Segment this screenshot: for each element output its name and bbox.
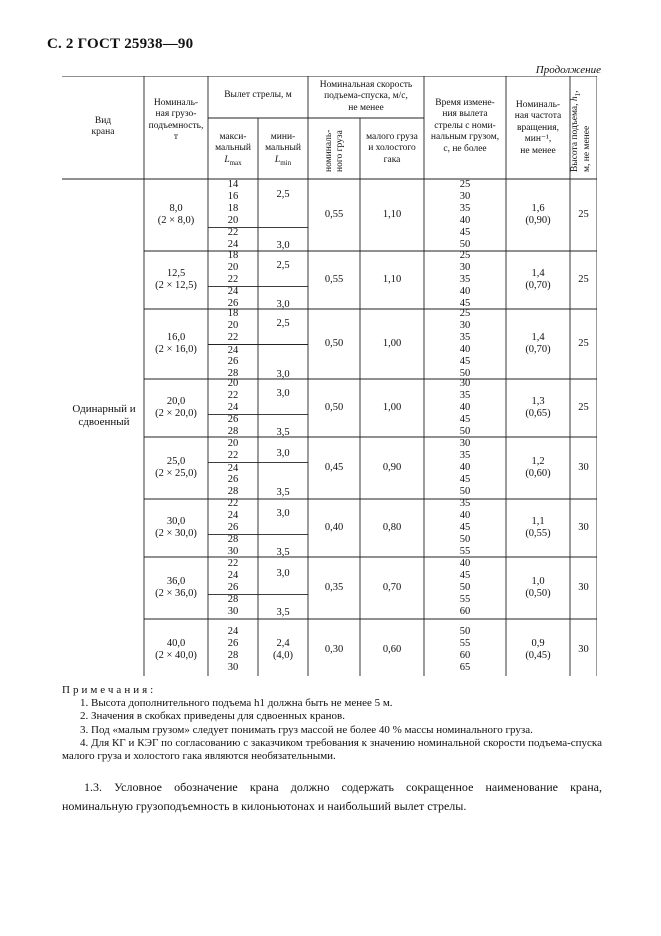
header-rotation: Номиналь- ная частота вращения, мин⁻¹, не менее (514, 100, 562, 156)
header-crane-type: Вид крана (91, 116, 115, 138)
reach-min-value: 3,0 (276, 240, 290, 252)
height-value: 30 (578, 582, 589, 593)
reach-min-value: 3,0 (276, 299, 290, 311)
header-height: Высота подъема, $h_1$, м, не менее (570, 90, 592, 172)
time-value: 55 (459, 593, 471, 605)
height-value: 25 (578, 338, 589, 349)
reach-max-value: 20 (227, 438, 239, 450)
capacity-pair-value: (2 × 40,0) (155, 650, 197, 661)
height-value: 30 (578, 462, 589, 473)
reach-max-value: 22 (227, 274, 239, 286)
reach-max-value: 22 (227, 450, 239, 462)
time-value: 45 (459, 226, 471, 238)
time-value: 35 (459, 203, 471, 215)
reach-max-value: 20 (227, 320, 239, 332)
reach-max-value: 28 (227, 368, 239, 380)
time-value: 30 (459, 378, 471, 390)
height-value: 25 (578, 402, 589, 413)
time-value: 35 (459, 332, 471, 344)
header-speed: Номинальная скорость подъема-спуска, м/с, не менее (319, 80, 413, 113)
crane-parameters-table (62, 76, 597, 676)
reach-max-value: 24 (227, 344, 239, 356)
capacity-pair-value: (2 × 8,0) (157, 215, 195, 226)
speed-nominal-value: 0,30 (324, 644, 344, 655)
time-value: 30 (459, 191, 471, 203)
time-value: 45 (459, 570, 471, 582)
time-value: 35 (459, 498, 471, 510)
notes-title: Примечания: (62, 684, 157, 696)
reach-min-value: 3,0 (276, 447, 290, 459)
time-value: 40 (459, 510, 471, 522)
rotation-pair-value: (0,70) (525, 344, 551, 355)
speed-small-value: 0,70 (382, 582, 402, 593)
time-value: 55 (459, 638, 471, 650)
reach-min-value: 3,5 (276, 427, 290, 439)
reach-max-value: 24 (227, 462, 239, 474)
time-value: 50 (459, 425, 471, 437)
reach-max-value: 28 (227, 594, 239, 606)
reach-max-value: 28 (227, 426, 239, 438)
time-value: 50 (459, 533, 471, 545)
time-value: 45 (459, 355, 471, 367)
time-value: 60 (459, 605, 471, 617)
time-value: 55 (459, 545, 471, 557)
time-value: 50 (459, 626, 471, 638)
speed-small-value: 0,90 (382, 462, 402, 473)
time-value: 60 (459, 650, 471, 661)
speed-nominal-value: 0,40 (324, 522, 344, 533)
header-speed-small: малого груза и холостого гака (366, 132, 418, 165)
time-value: 30 (459, 262, 471, 274)
reach-min-value: 3,5 (276, 547, 290, 559)
time-value: 25 (459, 179, 471, 191)
rotation-value: 1,1 (531, 516, 545, 527)
speed-nominal-value: 0,50 (324, 402, 344, 413)
time-value: 40 (459, 558, 471, 570)
capacity-value: 40,0 (166, 638, 186, 649)
speed-small-value: 1,10 (382, 274, 402, 285)
reach-max-value: 16 (227, 191, 239, 203)
time-value: 45 (459, 413, 471, 425)
header-time: Время измене- ния вылета стрелы с номи- нальным грузом, с, не более (430, 98, 500, 154)
time-value: 35 (459, 450, 471, 462)
capacity-pair-value: (2 × 16,0) (155, 344, 197, 355)
capacity-pair-value: (2 × 30,0) (155, 528, 197, 539)
reach-max-value: 20 (227, 378, 239, 390)
reach-max-value: 26 (227, 356, 239, 368)
reach-max-value: 24 (227, 626, 239, 638)
capacity-value: 8,0 (169, 203, 183, 214)
capacity-value: 12,5 (166, 268, 186, 279)
reach-min-value: 2,5 (276, 259, 290, 271)
reach-max-value: 26 (227, 414, 239, 426)
speed-small-value: 0,60 (382, 644, 402, 655)
time-value: 25 (459, 308, 471, 320)
reach-max-value: 28 (227, 534, 239, 546)
rotation-pair-value: (0,90) (525, 215, 551, 226)
rotation-value: 0,9 (531, 638, 545, 649)
time-value: 25 (459, 250, 471, 262)
header-reach-max: макси- мальный $L_{max}$ (215, 132, 251, 167)
reach-max-value: 26 (227, 638, 239, 650)
speed-small-value: 0,80 (382, 522, 402, 533)
time-value: 45 (459, 297, 471, 309)
height-value: 25 (578, 274, 589, 285)
time-value: 40 (459, 285, 471, 297)
page-header: С. 2 ГОСТ 25938—90 (47, 36, 194, 52)
speed-nominal-value: 0,35 (324, 582, 344, 593)
time-value: 40 (459, 402, 471, 414)
rotation-value: 1,4 (531, 268, 545, 279)
rotation-pair-value: (0,60) (525, 468, 551, 479)
reach-max-value: 24 (227, 286, 239, 298)
rotation-pair-value: (0,55) (525, 528, 551, 539)
reach-min-value: 3,0 (276, 567, 290, 579)
reach-max-value: 22 (227, 558, 239, 570)
capacity-value: 36,0 (166, 576, 186, 587)
reach-min-value: 2,5 (276, 317, 290, 329)
speed-small-value: 1,00 (382, 402, 402, 413)
reach-max-value: 28 (227, 650, 239, 661)
time-value: 50 (459, 367, 471, 379)
crane-type-cell: Одинарный и сдвоенный (72, 403, 136, 429)
reach-max-value: 30 (227, 661, 239, 673)
reach-max-value: 18 (227, 250, 239, 262)
notes-block (62, 684, 602, 763)
capacity-pair-value: (2 × 25,0) (155, 468, 197, 479)
header-speed-nominal: номиналь- ного груза (324, 129, 345, 172)
time-value: 40 (459, 344, 471, 355)
speed-nominal-value: 0,45 (324, 462, 344, 473)
reach-max-value: 24 (227, 510, 239, 522)
reach-min-value: 2,4 (276, 638, 290, 650)
time-value: 35 (459, 274, 471, 286)
speed-nominal-value: 0,55 (324, 209, 344, 220)
reach-max-value: 30 (227, 606, 239, 618)
header-reach: Вылет стрелы, м (224, 90, 292, 100)
reach-min-value: (4,0) (272, 650, 294, 661)
reach-min-value: 3,5 (276, 487, 290, 499)
reach-min-value: 3,5 (276, 607, 290, 619)
reach-max-value: 26 (227, 522, 239, 534)
speed-nominal-value: 0,50 (324, 338, 344, 349)
rotation-value: 1,3 (531, 396, 545, 407)
reach-max-value: 24 (227, 570, 239, 582)
capacity-value: 30,0 (166, 516, 186, 527)
reach-max-value: 26 (227, 474, 239, 486)
capacity-value: 25,0 (166, 456, 186, 467)
capacity-pair-value: (2 × 12,5) (155, 280, 197, 291)
note-3: 3. Под «малым грузом» следует понимать груз массой не более 40 % массы номинального груза. (80, 723, 533, 736)
time-value: 45 (459, 473, 471, 485)
speed-small-value: 1,10 (382, 209, 402, 220)
time-value: 65 (459, 661, 471, 673)
header-capacity: Номиналь- ная грузо- подъемность, т (148, 98, 204, 143)
rotation-value: 1,4 (531, 332, 545, 343)
note-2: 2. Значения в скобках приведены для сдвоенных кранов. (80, 710, 345, 723)
rotation-value: 1,0 (531, 576, 545, 587)
reach-max-value: 22 (227, 332, 239, 344)
rotation-pair-value: (0,70) (525, 280, 551, 291)
time-value: 30 (459, 438, 471, 450)
reach-max-value: 18 (227, 203, 239, 215)
rotation-value: 1,6 (531, 203, 545, 214)
reach-max-value: 18 (227, 308, 239, 320)
time-value: 50 (459, 582, 471, 594)
rotation-pair-value: (0,45) (525, 650, 551, 661)
note-4: 4. Для КГ и КЭГ по согласованию с заказчиком требования к значению номинальной скорости подъема-спуска малого груза и холостого гака являются необязательными. (62, 736, 602, 762)
time-value: 35 (459, 390, 471, 402)
reach-min-value: 2,5 (276, 188, 290, 200)
height-value: 25 (578, 209, 589, 220)
time-value: 40 (459, 215, 471, 226)
note-1: 1. Высота дополнительного подъема h1 должна быть не менее 5 м. (80, 697, 393, 710)
reach-max-value: 30 (227, 546, 239, 558)
reach-max-value: 22 (227, 227, 239, 239)
reach-max-value: 14 (227, 179, 239, 191)
time-value: 50 (459, 238, 471, 250)
reach-max-value: 28 (227, 486, 239, 498)
capacity-value: 20,0 (166, 396, 186, 407)
reach-max-value: 26 (227, 582, 239, 594)
reach-min-value: 3,0 (276, 507, 290, 519)
capacity-value: 16,0 (166, 332, 186, 343)
reach-max-value: 22 (227, 390, 239, 402)
reach-min-value: 3,0 (276, 387, 290, 399)
time-value: 30 (459, 320, 471, 332)
rotation-pair-value: (0,50) (525, 588, 551, 599)
height-value: 30 (578, 522, 589, 533)
reach-max-value: 20 (227, 215, 239, 226)
rotation-pair-value: (0,65) (525, 408, 551, 419)
reach-max-value: 22 (227, 498, 239, 510)
section-1-3-paragraph: 1.3. Условное обозначение крана должно содержать сокращенное наименование крана, номинальную грузоподъемность в килоньютонах и наибольший вылет стрелы. (62, 780, 602, 813)
time-value: 40 (459, 462, 471, 474)
height-value: 30 (578, 644, 589, 655)
continuation-label: Продолжение (535, 64, 601, 76)
speed-small-value: 1,00 (382, 338, 402, 349)
reach-max-value: 24 (227, 402, 239, 414)
reach-max-value: 26 (227, 298, 239, 310)
capacity-pair-value: (2 × 20,0) (155, 408, 197, 419)
time-value: 50 (459, 485, 471, 497)
time-value: 45 (459, 522, 471, 534)
rotation-value: 1,2 (531, 456, 545, 467)
header-reach-min: мини- мальный $L_{min}$ (265, 132, 301, 167)
reach-max-value: 24 (227, 239, 239, 251)
reach-min-value: 3,0 (276, 369, 290, 381)
capacity-pair-value: (2 × 36,0) (155, 588, 197, 599)
reach-max-value: 20 (227, 262, 239, 274)
speed-nominal-value: 0,55 (324, 274, 344, 285)
